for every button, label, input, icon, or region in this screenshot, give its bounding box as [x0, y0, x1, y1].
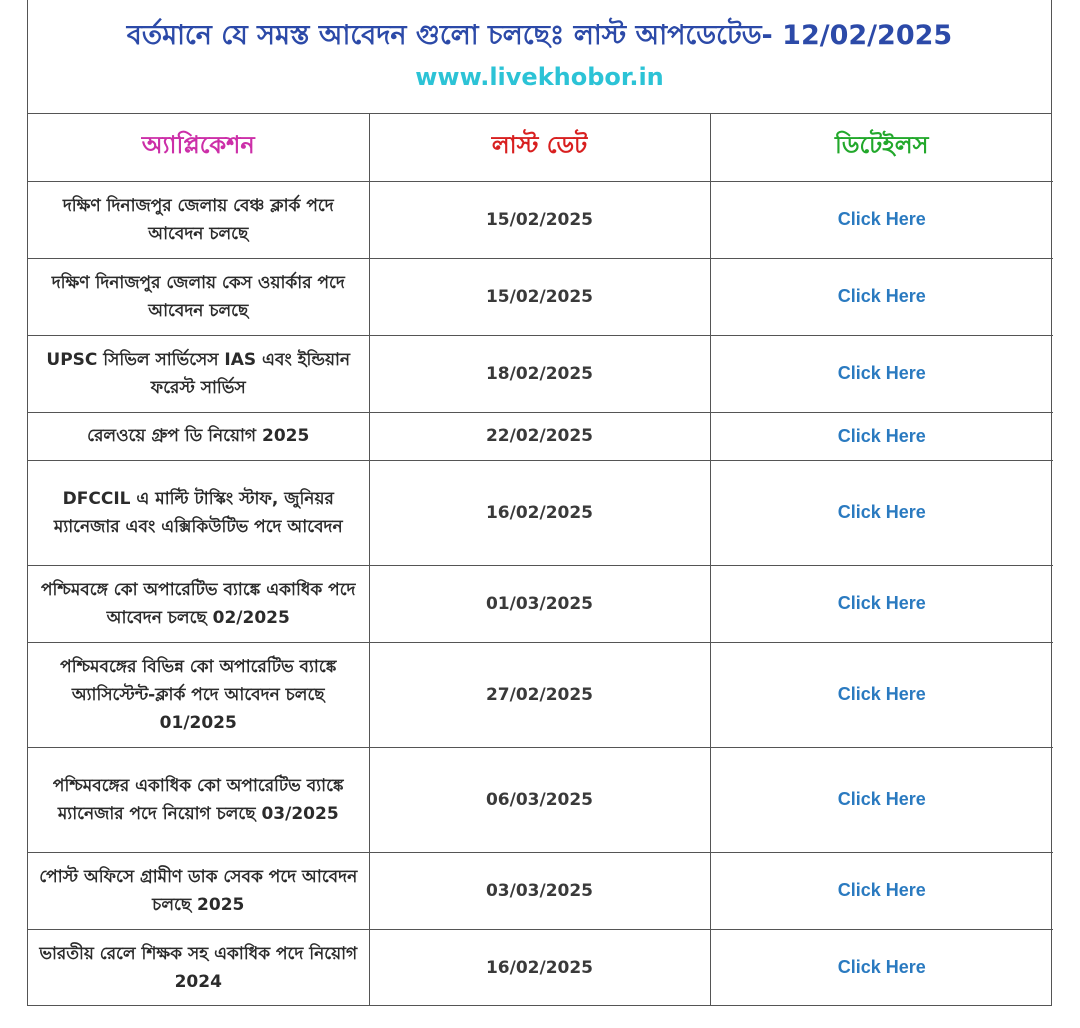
- last-date: 06/03/2025: [369, 747, 710, 852]
- last-date: 18/02/2025: [369, 335, 710, 412]
- page-header: [28, 0, 1051, 114]
- application-name: UPSC সিভিল সার্ভিসেস IAS এবং ইন্ডিয়ান ফরেস্ট সার্ভিস: [28, 335, 369, 412]
- column-header-last-date: লাস্ট ডেট: [369, 114, 710, 181]
- click-here-link[interactable]: Click Here: [837, 593, 926, 613]
- click-here-link[interactable]: Click Here: [837, 363, 926, 383]
- column-header-application: অ্যাপ্লিকেশন: [28, 114, 369, 181]
- application-name: DFCCIL এ মাল্টি টাস্কিং স্টাফ, জুনিয়র ম্যানেজার এবং এক্সিকিউটিভ পদে আবেদন: [28, 460, 369, 565]
- table-row: [28, 642, 1053, 747]
- site-url: www.livekhobor.in: [415, 63, 664, 91]
- last-date: 01/03/2025: [369, 565, 710, 642]
- table-row: [28, 412, 1053, 460]
- click-here-link[interactable]: Click Here: [837, 209, 926, 229]
- last-date: 16/02/2025: [369, 929, 710, 1006]
- table-row: [28, 929, 1053, 1006]
- click-here-link[interactable]: Click Here: [837, 789, 926, 809]
- table-row: [28, 258, 1053, 335]
- page-title: বর্তমানে যে সমস্ত আবেদন গুলো চলছেঃ লাস্ট আপডেটেড- 12/02/2025: [126, 20, 953, 51]
- table-row: [28, 747, 1053, 852]
- application-name: পশ্চিমবঙ্গের একাধিক কো অপারেটিভ ব্যাঙ্কে ম্যানেজার পদে নিয়োগ চলছে 03/2025: [28, 747, 369, 852]
- application-name: দক্ষিণ দিনাজপুর জেলায় বেঞ্চ ক্লার্ক পদে আবেদন চলছে: [28, 181, 369, 258]
- application-name: পশ্চিমবঙ্গে কো অপারেটিভ ব্যাঙ্কে একাধিক পদে আবেদন চলছে 02/2025: [28, 565, 369, 642]
- application-name: রেলওয়ে গ্রুপ ডি নিয়োগ 2025: [28, 412, 369, 460]
- last-date: 15/02/2025: [369, 258, 710, 335]
- table-row: [28, 181, 1053, 258]
- click-here-link[interactable]: Click Here: [837, 880, 926, 900]
- table-row: [28, 460, 1053, 565]
- table-row: [28, 565, 1053, 642]
- table-row: [28, 852, 1053, 929]
- click-here-link[interactable]: Click Here: [837, 684, 926, 704]
- applications-table: [28, 114, 1053, 1006]
- last-date: 27/02/2025: [369, 642, 710, 747]
- application-name: পশ্চিমবঙ্গের বিভিন্ন কো অপারেটিভ ব্যাঙ্কে অ্যাসিস্টেন্ট-ক্লার্ক পদে আবেদন চলছে 01/2025: [28, 642, 369, 747]
- table-row: [28, 335, 1053, 412]
- last-date: 22/02/2025: [369, 412, 710, 460]
- click-here-link[interactable]: Click Here: [837, 425, 926, 446]
- column-header-details: ডিটেইলস: [710, 114, 1053, 181]
- click-here-link[interactable]: Click Here: [837, 286, 926, 306]
- click-here-link[interactable]: Click Here: [837, 957, 926, 978]
- click-here-link[interactable]: Click Here: [837, 502, 926, 522]
- application-name: ভারতীয় রেলে শিক্ষক সহ একাধিক পদে নিয়োগ 2024: [28, 929, 369, 1006]
- last-date: 15/02/2025: [369, 181, 710, 258]
- last-date: 03/03/2025: [369, 852, 710, 929]
- application-name: দক্ষিণ দিনাজপুর জেলায় কেস ওয়ার্কার পদে আবেদন চলছে: [28, 258, 369, 335]
- table-header-row: [28, 114, 1053, 181]
- application-name: পোস্ট অফিসে গ্রামীণ ডাক সেবক পদে আবেদন চলছে 2025: [28, 852, 369, 929]
- content-frame: [27, 0, 1052, 1006]
- last-date: 16/02/2025: [369, 460, 710, 565]
